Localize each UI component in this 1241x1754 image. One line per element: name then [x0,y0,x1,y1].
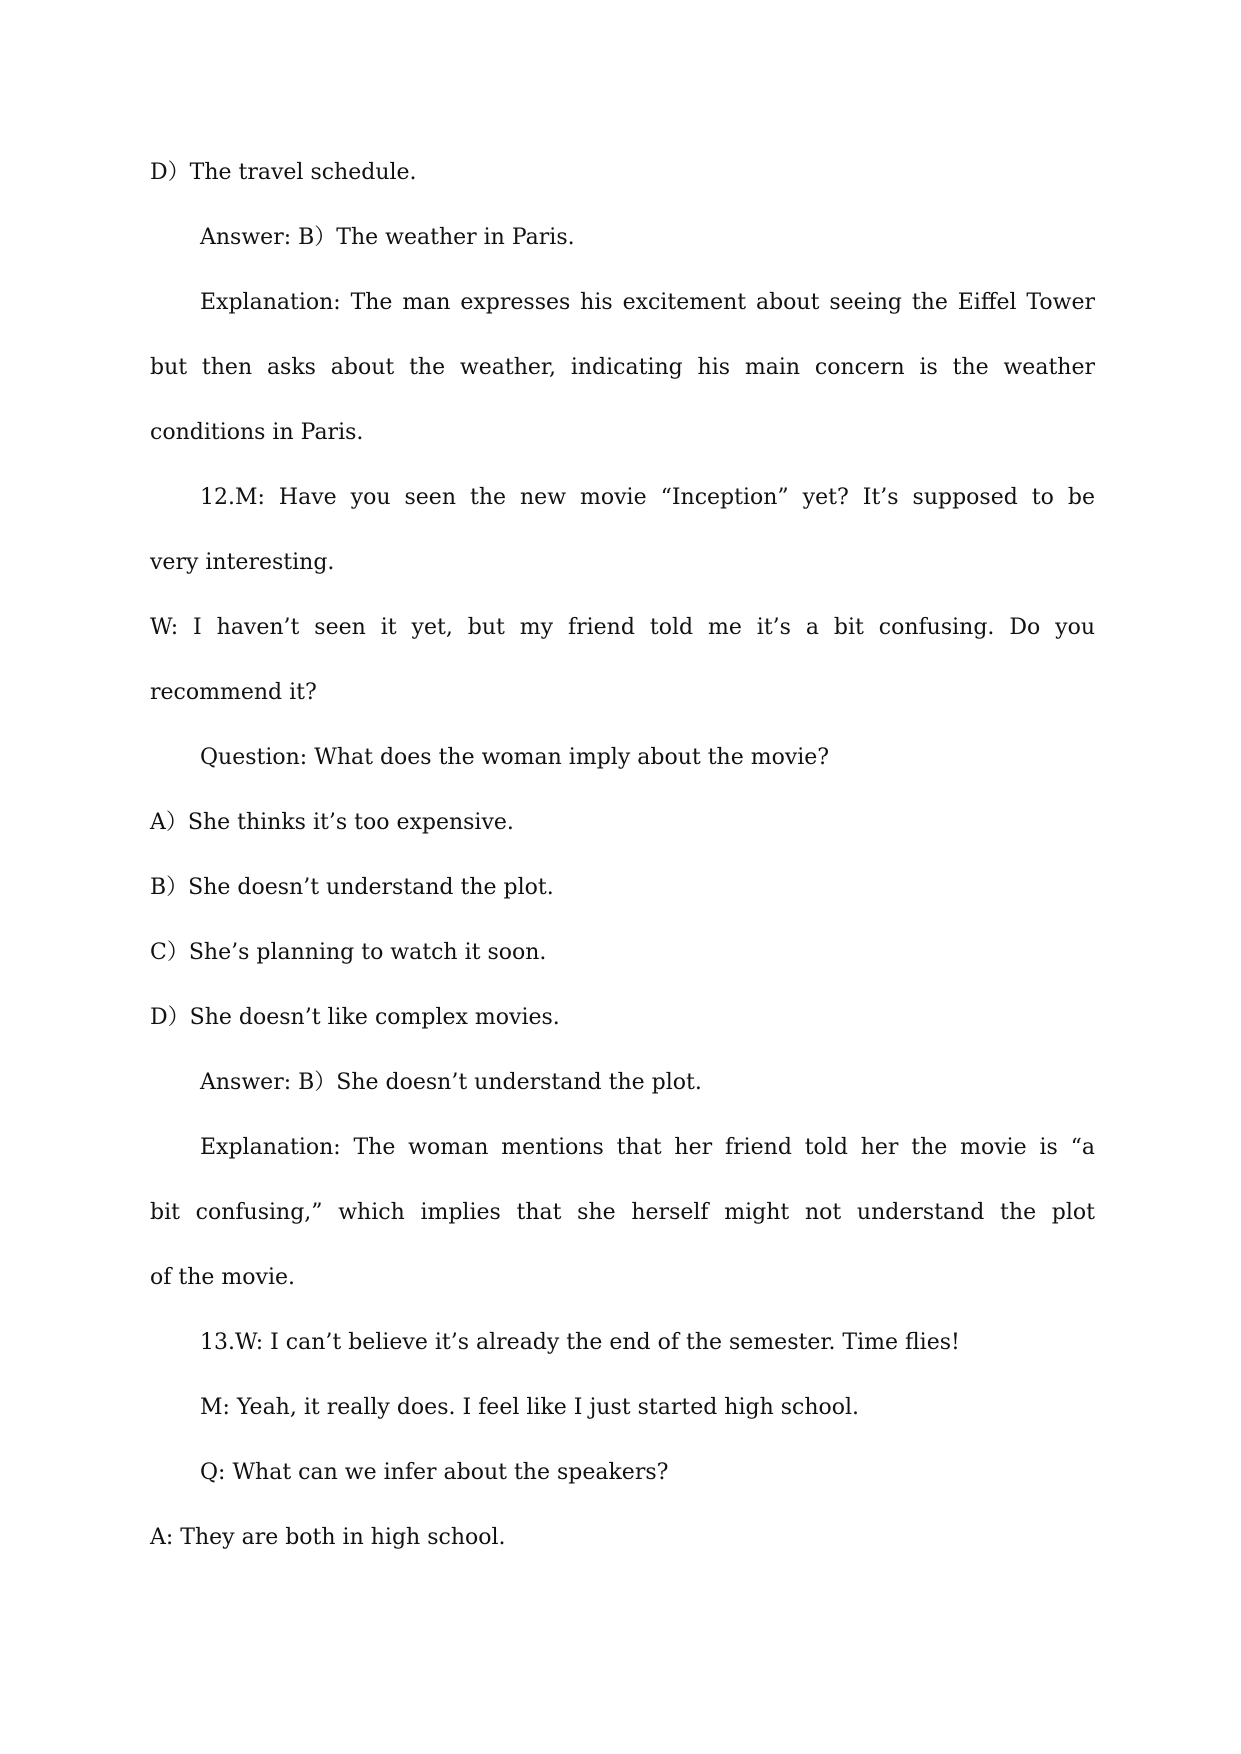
document-text [150,140,1095,1570]
explanation-12-line-1: Explanation: The woman mentions that her friend told her the movie is “a [200,1135,1095,1160]
explanation-12-line-2: bit confusing,” which implies that she herself might not understand the plot [150,1200,1095,1225]
answer-12: Answer: B）She doesn’t understand the plot. [200,1070,702,1095]
explanation-11-line-1: Explanation: The man expresses his excitement about seeing the Eiffel Tower [200,290,1095,315]
answer-13: A: They are both in high school. [150,1525,506,1550]
question-12-man-line-2: very interesting. [150,550,335,575]
question-12-woman-line-1: W: I haven’t seen it yet, but my friend told me it’s a bit confusing. Do you [150,615,1095,640]
explanation-11-line-2: but then asks about the weather, indicating his main concern is the weather [150,355,1095,380]
explanation-12-line-3: of the movie. [150,1265,295,1290]
question-12-woman-line-2: recommend it? [150,680,317,705]
question-13-prompt: Q: What can we infer about the speakers? [200,1460,669,1485]
question-12-prompt: Question: What does the woman imply about the movie? [200,745,830,770]
option-d-complex-movies: D）She doesn’t like complex movies. [150,1005,560,1030]
question-13-woman: 13.W: I can’t believe it’s already the end of the semester. Time flies! [200,1330,960,1355]
answer-11: Answer: B）The weather in Paris. [200,225,575,250]
option-b-plot: B）She doesn’t understand the plot. [150,875,554,900]
question-12-man-line-1: 12.M: Have you seen the new movie “Inception” yet? It’s supposed to be [200,485,1095,510]
question-13-man: M: Yeah, it really does. I feel like I just started high school. [200,1395,860,1420]
explanation-11-line-3: conditions in Paris. [150,420,364,445]
option-c-watch-soon: C）She’s planning to watch it soon. [150,940,547,965]
option-a-expensive: A）She thinks it’s too expensive. [150,810,514,835]
option-d-travel-schedule: D）The travel schedule. [150,160,417,185]
